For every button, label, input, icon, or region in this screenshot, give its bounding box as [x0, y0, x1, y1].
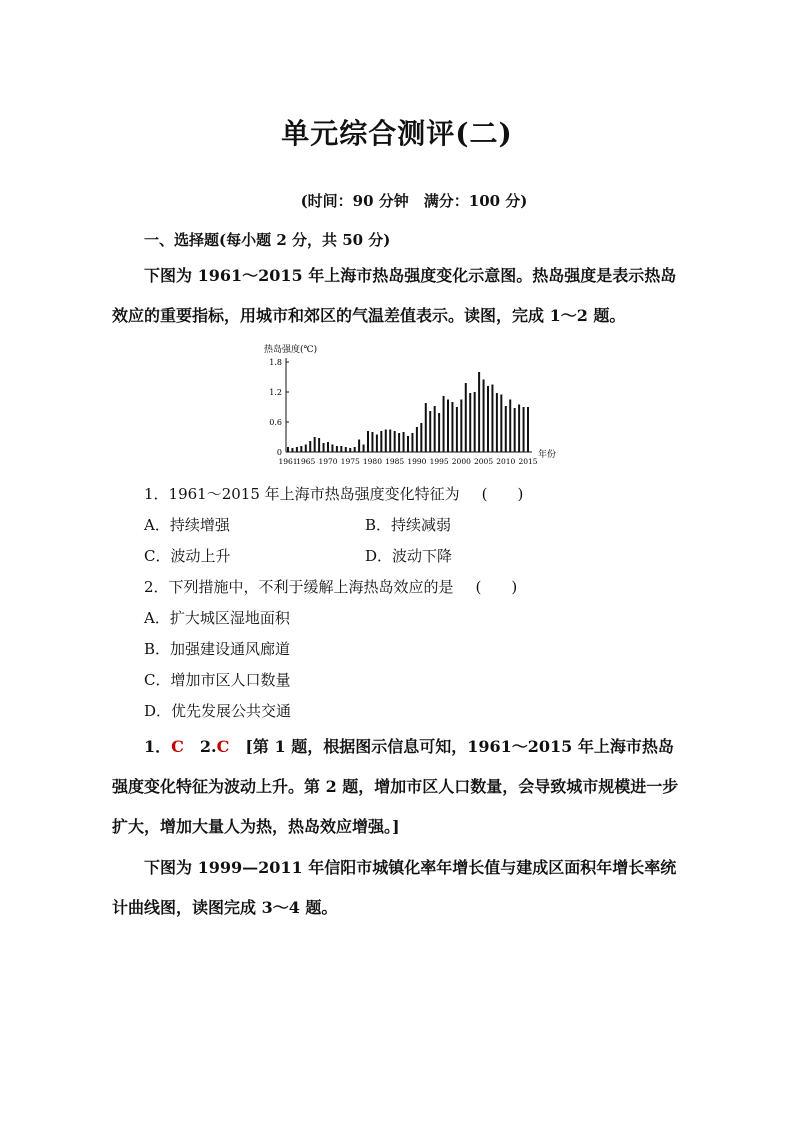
chart-bar: [394, 431, 396, 452]
chart-bar: [469, 393, 471, 452]
question-1-stem: [144, 483, 523, 504]
chart-bar: [411, 433, 413, 452]
chart-bar: [385, 430, 387, 453]
chart-x-tick-label: 1965: [296, 457, 316, 466]
chart-bar: [398, 433, 400, 452]
chart-bar: [434, 406, 436, 452]
chart-bar: [376, 435, 378, 453]
chart-bar: [367, 431, 369, 452]
chart-x-tick-label: 1985: [385, 457, 405, 466]
chart-x-axis-label: 年份: [538, 450, 557, 460]
question-2-stem: [144, 576, 517, 597]
chart-y-tick-label: 0: [276, 448, 282, 457]
answer-1: C: [171, 737, 184, 756]
chart-bar: [416, 427, 418, 452]
chart-x-tick-label: 1970: [318, 457, 338, 466]
chart-x-tick-label: 2010: [496, 457, 516, 466]
q1-option-c: C．波动上升: [144, 547, 231, 565]
chart-bar: [456, 407, 458, 452]
chart-bar: [483, 380, 485, 453]
chart-bar: [300, 446, 302, 452]
chart-bar: [465, 383, 467, 452]
chart-bar: [323, 443, 325, 452]
chart-bar: [518, 405, 520, 453]
chart-bar: [340, 446, 342, 452]
chart-bar: [389, 430, 391, 453]
answer-1-number: 1．: [144, 737, 172, 756]
chart-bar: [500, 395, 502, 453]
chart-x-tick-label: 1975: [340, 457, 360, 466]
chart-x-tick-label: 1990: [407, 457, 427, 466]
chart-bar: [331, 445, 333, 453]
chart-y-tick-label: 1.2: [269, 388, 282, 397]
chart-y-axis-label: 热岛强度(℃): [264, 345, 318, 355]
page-title: 单元综合测评(二): [281, 117, 513, 150]
chart-bar: [496, 393, 498, 452]
answer-2: C: [216, 737, 230, 756]
chart-bar: [447, 400, 449, 453]
exam-info: (时间：90 分钟 满分：100 分): [300, 192, 528, 210]
answer-explanation: [112, 727, 687, 847]
chart-bar: [291, 448, 293, 452]
chart-bar: [478, 372, 480, 452]
chart-bar: [474, 392, 476, 452]
chart-bar: [336, 446, 338, 452]
chart-y-tick-label: 1.8: [269, 358, 282, 367]
chart-bar: [349, 448, 351, 452]
chart-bar: [523, 407, 525, 452]
chart-x-tick-label: 2015: [518, 457, 538, 466]
chart-x-tick-label: 2005: [474, 457, 494, 466]
chart-x-tick-label: 1961: [278, 457, 298, 466]
chart-x-ticks: [278, 457, 537, 466]
question-1-answer-blank: ( ): [481, 485, 524, 503]
chart-bar: [305, 445, 307, 453]
chart-bar: [509, 400, 511, 453]
chart-x-tick-label: 1980: [362, 457, 382, 466]
chart-bar: [327, 442, 329, 452]
q2-option-d: D．优先发展公共交通: [144, 702, 292, 720]
heat-island-chart: [262, 340, 562, 472]
chart-x-tick-label: 1995: [429, 457, 449, 466]
chart-bar: [309, 441, 311, 452]
q2-option-c: C．增加市区人口数量: [144, 671, 291, 689]
chart-bar: [420, 423, 422, 452]
question-2-answer-blank: ( ): [475, 578, 518, 596]
chart-bar: [371, 432, 373, 452]
chart-bar: [287, 447, 289, 452]
section-heading: 一、选择题(每小题 2 分，共 50 分): [144, 231, 391, 249]
chart-bar: [358, 440, 360, 453]
chart-bar: [429, 411, 431, 452]
q1-option-b: B．持续减弱: [365, 516, 452, 534]
intro-paragraph-2: 下图为 1999—2011 年信阳市城镇化率年增长值与建成区面积年增长率统计曲线图，读图完成 3～4 题。: [112, 858, 677, 917]
q1-option-a: A．持续增强: [144, 516, 230, 534]
question-1-text: 1．1961～2015 年上海市热岛强度变化特征为: [144, 485, 460, 503]
question-2-text: 2．下列措施中，不利于缓解上海热岛效应的是: [144, 578, 454, 596]
q2-option-b: B．加强建设通风廊道: [144, 640, 291, 658]
chart-bar: [380, 431, 382, 452]
chart-bar: [451, 402, 453, 452]
intro-paragraph-1: 下图为 1961～2015 年上海市热岛强度变化示意图。热岛强度是表示热岛效应的重要指标，用城市和郊区的气温差值表示。读图，完成 1～2 题。: [112, 266, 677, 325]
answer-2-number: 2.: [199, 737, 217, 756]
chart-bar: [505, 406, 507, 452]
chart-bar: [438, 413, 440, 452]
chart-bar: [354, 447, 356, 452]
chart-bar: [407, 436, 409, 452]
chart-bar: [491, 385, 493, 453]
chart-bar: [318, 438, 320, 452]
chart-bar: [403, 432, 405, 452]
chart-bar: [460, 400, 462, 453]
chart-bar: [425, 403, 427, 452]
chart-bar: [514, 408, 516, 452]
chart-bar: [314, 437, 316, 452]
chart-x-tick-label: 2000: [451, 457, 471, 466]
q1-option-d: D．波动下降: [365, 547, 453, 565]
chart-bar: [443, 396, 445, 452]
chart-bars: [287, 372, 529, 452]
chart-bar: [345, 447, 347, 452]
chart-bar: [487, 386, 489, 452]
explanation-text: [第 1 题，根据图示信息可知，1961～2015 年上海市热岛强度变化特征为波动上升。第 2 题，增加市区人口数量，会导致城市规模进一步扩大，增加大量人为热，热岛效应增强。]: [112, 737, 679, 836]
chart-bar: [527, 407, 529, 452]
chart-y-tick-label: 0.6: [269, 418, 282, 427]
chart-bar: [296, 447, 298, 452]
chart-bar: [363, 445, 365, 453]
q2-option-a: A．扩大城区湿地面积: [144, 609, 290, 627]
